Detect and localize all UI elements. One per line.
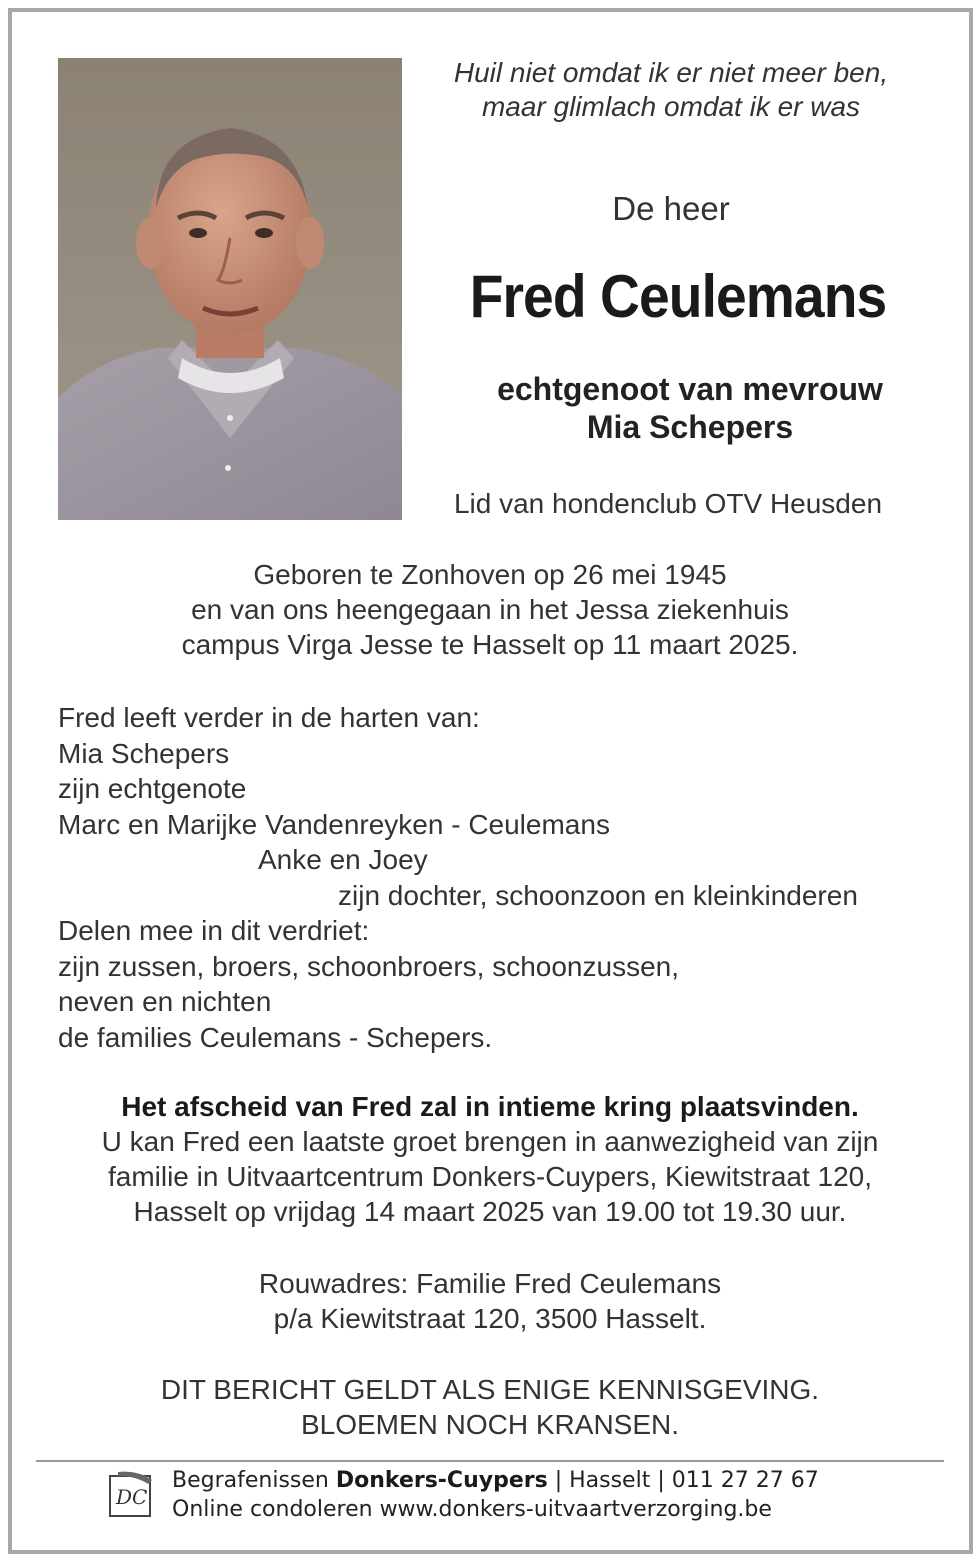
notice-line-2: BLOEMEN NOCH KRANSEN. xyxy=(300,1409,680,1440)
farewell-line-3: Hasselt op vrijdag 14 maart 2025 van 19.00 tot 19.30 uur. xyxy=(133,1196,847,1227)
website-link[interactable]: www.donkers-uitvaartverzorging.be xyxy=(379,1497,772,1522)
memorial-quote xyxy=(412,56,930,124)
phone-number: 011 27 27 67 xyxy=(671,1468,819,1493)
farewell-details xyxy=(40,1089,940,1229)
mourning-address xyxy=(40,1266,940,1336)
survivors-line: Fred leeft verder in de harten van: xyxy=(58,702,480,733)
portrait-photo xyxy=(58,58,402,520)
farewell-line-2: familie in Uitvaartcentrum Donkers-Cuypers, Kiewitstraat 120, xyxy=(107,1161,873,1192)
portrait-illustration xyxy=(58,58,402,520)
footer-city: | Hasselt | xyxy=(547,1468,672,1493)
survivors-line: Mia Schepers xyxy=(58,737,230,769)
spouse-line-1: echtgenoot van mevrouw xyxy=(497,371,883,407)
quote-line-1: Huil niet omdat ik er niet meer ben, xyxy=(453,57,889,88)
survivors-line: zijn echtgenote xyxy=(58,773,247,804)
company-name: Donkers-Cuypers xyxy=(335,1468,548,1493)
survivors-line: Anke en Joey xyxy=(258,844,428,875)
footer-prefix: Begrafenissen xyxy=(172,1468,336,1493)
birth-death-details xyxy=(40,557,940,662)
footer-line-2 xyxy=(172,1495,819,1524)
honorific: De heer xyxy=(612,190,730,227)
logo-monogram: DC xyxy=(116,1485,148,1509)
deceased-name: Fred Ceulemans xyxy=(469,263,887,330)
footer-text xyxy=(172,1466,819,1524)
funeral-home-logo xyxy=(108,1468,156,1520)
quote-line-2: maar glimlach omdat ik er was xyxy=(481,91,861,122)
survivors-list xyxy=(58,700,938,1055)
address-line-2: p/a Kiewitstraat 120, 3500 Hasselt. xyxy=(273,1303,707,1334)
birth-line: Geboren te Zonhoven op 26 mei 1945 xyxy=(253,559,727,590)
footer-line-1 xyxy=(172,1466,819,1495)
death-line-1: en van ons heengegaan in het Jessa ziekenhuis xyxy=(191,594,789,625)
spouse-info xyxy=(412,370,968,446)
spouse-line-2: Mia Schepers xyxy=(586,409,794,445)
death-line-2: campus Virga Jesse te Hasselt op 11 maart 2025. xyxy=(181,629,799,660)
condolence-label: Online condoleren xyxy=(172,1497,380,1522)
survivors-line: de families Ceulemans - Schepers. xyxy=(58,1021,493,1053)
notice-line-1: DIT BERICHT GELDT ALS ENIGE KENNISGEVING. xyxy=(160,1374,820,1405)
farewell-line-1: U kan Fred een laatste groet brengen in aanwezigheid van zijn xyxy=(101,1126,879,1157)
farewell-heading: Het afscheid van Fred zal in intieme kring plaatsvinden. xyxy=(121,1091,859,1122)
survivors-line: Delen mee in dit verdriet: xyxy=(58,915,370,946)
club-membership: Lid van hondenclub OTV Heusden xyxy=(453,488,883,519)
survivors-line: zijn zussen, broers, schoonbroers, schoonzussen, xyxy=(58,950,679,982)
survivors-line: Marc en Marijke Vandenreyken - Ceulemans xyxy=(58,808,610,840)
notice xyxy=(40,1372,940,1442)
survivors-line: zijn dochter, schoonzoon en kleinkinderen xyxy=(338,879,858,911)
footer-divider xyxy=(36,1460,944,1462)
survivors-line: neven en nichten xyxy=(58,986,272,1017)
address-line-1: Rouwadres: Familie Fred Ceulemans xyxy=(258,1268,722,1299)
